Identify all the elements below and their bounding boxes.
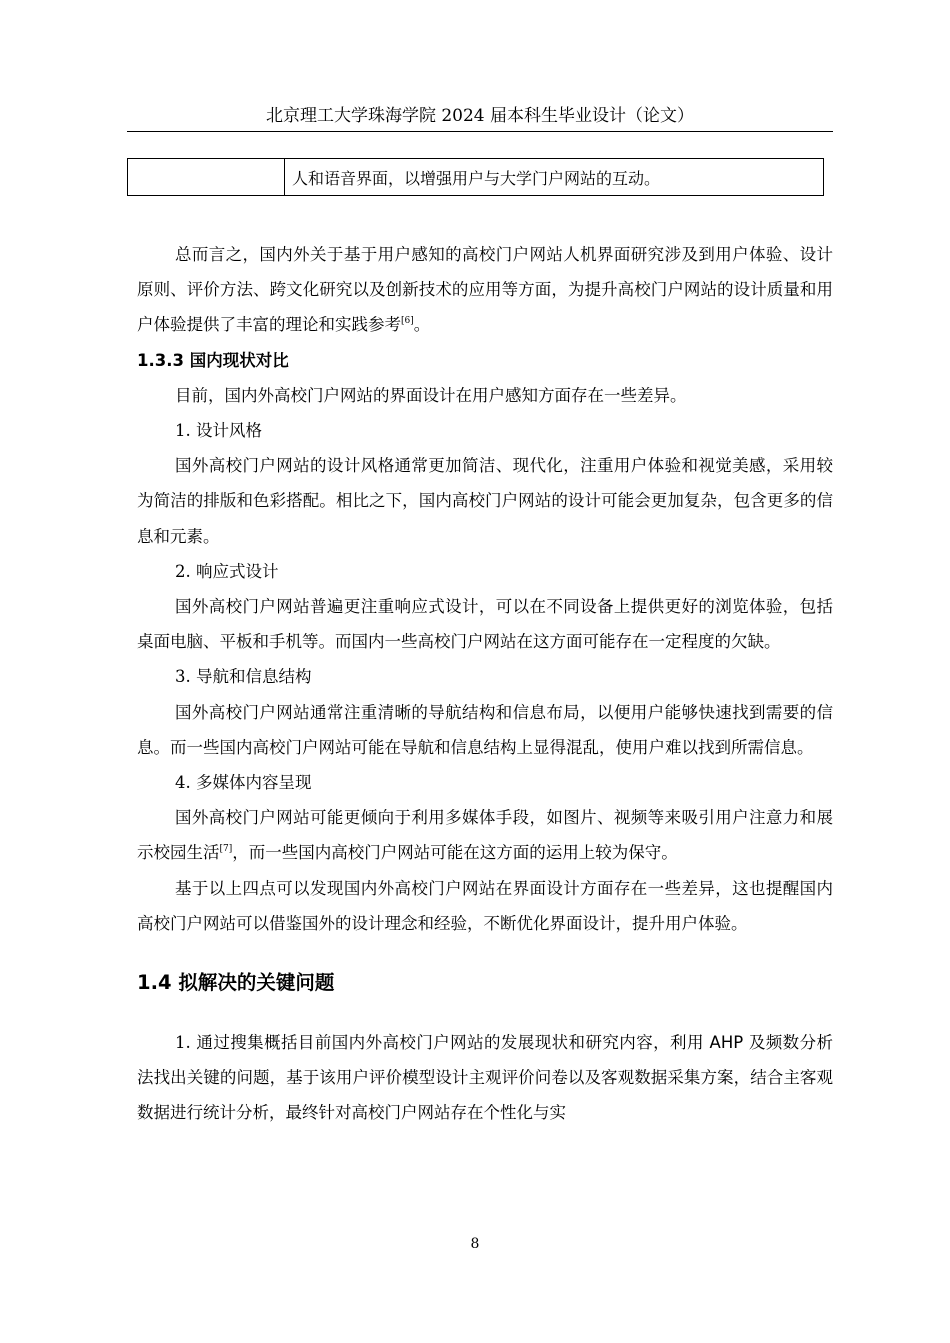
intro-paragraph: 目前，国内外高校门户网站的界面设计在用户感知方面存在一些差异。 (175, 385, 687, 405)
table-row (128, 159, 824, 196)
list-item-paragraph: 国外高校门户网站通常注重清晰的导航结构和信息布局，以便用户能够快速找到需要的信息。而一些国内高校门户网站可能在导航和信息结构上显得混乱，使用户难以找到所需信息。 (137, 702, 833, 757)
list-item-paragraph: 国外高校门户网站的设计风格通常更加简洁、现代化，注重用户体验和视觉美感，采用较为简洁的排版和色彩搭配。相比之下，国内高校门户网站的设计可能会更加复杂，包含更多的信息和元素。 (137, 456, 833, 546)
conclusion-paragraph: 基于以上四点可以发现国内外高校门户网站在界面设计方面存在一些差异，这也提醒国内高校门户网站可以借鉴国外的设计理念和经验，不断优化界面设计，提升用户体验。 (137, 878, 833, 933)
section-1-3-3-heading: 1.3.3 国内现状对比 (137, 350, 289, 370)
table-cell-empty (128, 159, 285, 196)
section-1-4-heading: 1.4 拟解决的关键问题 (137, 971, 335, 995)
list-item-heading: 2. 响应式设计 (175, 561, 279, 581)
header-rule (127, 131, 833, 132)
citation-7[interactable]: [7] (219, 844, 233, 855)
list-item-heading: 4. 多媒体内容呈现 (175, 773, 312, 793)
body-text (137, 237, 833, 1131)
page-header: 北京理工大学珠海学院 2024 届本科生毕业设计（论文） (265, 106, 695, 126)
list-item-heading: 1. 设计风格 (175, 421, 262, 441)
list-item-paragraph: 国外高校门户网站可能更倾向于利用多媒体手段，如图片、视频等来吸引用户注意力和展示校园生活[7]，而一些国内高校门户网站可能在这方面的运用上较为保守。 (137, 808, 833, 863)
summary-paragraph: 总而言之，国内外关于基于用户感知的高校门户网站人机界面研究涉及到用户体验、设计原则、评价方法、跨文化研究以及创新技术的应用等方面，为提升高校门户网站的设计质量和用户体验提供了丰富的理论和实践参考[6]。 (137, 245, 833, 335)
list-item-paragraph: 国外高校门户网站普遍更注重响应式设计，可以在不同设备上提供更好的浏览体验，包括桌面电脑、平板和手机等。而国内一些高校门户网站在这方面可能存在一定程度的欠缺。 (137, 597, 833, 652)
list-item-heading: 3. 导航和信息结构 (175, 667, 312, 687)
table-cell-text: 人和语音界面，以增强用户与大学门户网站的互动。 (285, 159, 824, 196)
citation-6[interactable]: [6] (401, 316, 414, 327)
page-number: 8 (470, 1236, 480, 1252)
continued-table (127, 158, 824, 196)
key-problem-paragraph: 1. 通过搜集概括目前国内外高校门户网站的发展现状和研究内容，利用 AHP 及频数分析法找出关键的问题，基于该用户评价模型设计主观评价问卷以及客观数据采集方案，结合主客观数据进行统计分析，最终针对高校门户网站存在个性化与实 (137, 1033, 834, 1123)
